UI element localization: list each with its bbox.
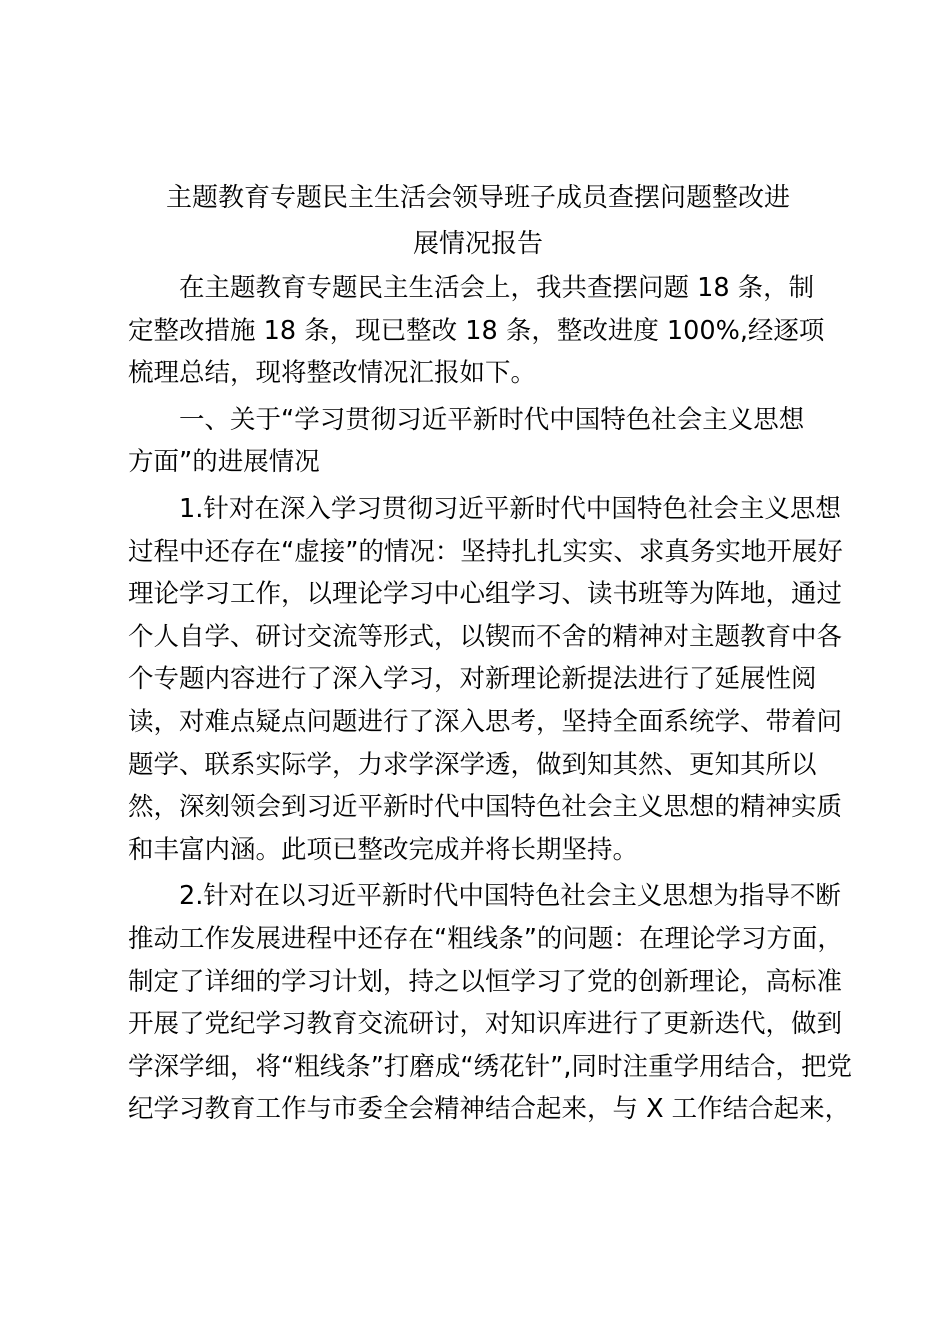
paragraph-line: 定整改措施 18 条，现已整改 18 条，整改进度 100%,经逐项 [128, 315, 825, 346]
paragraph-line: 学深学细，将“粗线条”打磨成“绣花针”,同时注重学用结合，把党 [128, 1051, 852, 1082]
paragraph-line: 理论学习工作，以理论学习中心组学习、读书班等为阵地，通过 [128, 579, 843, 610]
paragraph-item-2 [128, 875, 852, 1131]
paragraph-line: 1.针对在深入学习贯彻习近平新时代中国特色社会主义思想 [179, 493, 841, 524]
paragraph-line: 一、关于“学习贯彻习近平新时代中国特色社会主义思想 [179, 404, 805, 435]
paragraph-line: 在主题教育专题民主生活会上，我共查摆问题 18 条，制 [179, 273, 815, 303]
paragraph-line: 推动工作发展进程中还存在“粗线条”的问题：在理论学习方面， [128, 923, 843, 954]
paragraph-line: 梳理总结，现将整改情况汇报如下。 [128, 358, 537, 389]
paragraph-line: 制定了详细的学习计划，持之以恒学习了党的创新理论，高标准 [128, 966, 843, 997]
document-page [128, 175, 852, 1131]
paragraph-intro [128, 267, 828, 395]
paragraph-line: 纪学习教育工作与市委全会精神结合起来，与 X 工作结合起来， [128, 1094, 851, 1125]
paragraph-line: 开展了党纪学习教育交流研讨，对知识库进行了更新迭代，做到 [128, 1009, 843, 1040]
paragraph-line: 2.针对在以习近平新时代中国特色社会主义思想为指导不断 [179, 881, 841, 912]
paragraph-line: 个专题内容进行了深入学习，对新理论新提法进行了延展性阅 [128, 664, 817, 695]
section-heading-1 [128, 399, 828, 484]
paragraph-line: 读，对难点疑点问题进行了深入思考，坚持全面系统学、带着问 [128, 706, 843, 737]
paragraph-line: 方面”的进展情况 [128, 447, 320, 478]
paragraph-line: 然，深刻领会到习近平新时代中国特色社会主义思想的精神实质 [128, 792, 843, 823]
paragraph-line: 个人自学、研讨交流等形式，以锲而不舍的精神对主题教育中各 [128, 621, 843, 652]
document-title-line-2: 展情况报告 [412, 229, 543, 259]
paragraph-line: 过程中还存在“虚接”的情况：坚持扎扎实实、求真务实地开展好 [128, 536, 843, 567]
paragraph-line: 题学、联系实际学，力求学深学透，做到知其然、更知其所以 [128, 749, 817, 780]
paragraph-item-1 [128, 488, 843, 871]
document-title-line-1: 主题教育专题民主生活会领导班子成员查摆问题整改进 [165, 183, 790, 213]
paragraph-line: 和丰富内涵。此项已整改完成并将长期坚持。 [128, 834, 639, 865]
